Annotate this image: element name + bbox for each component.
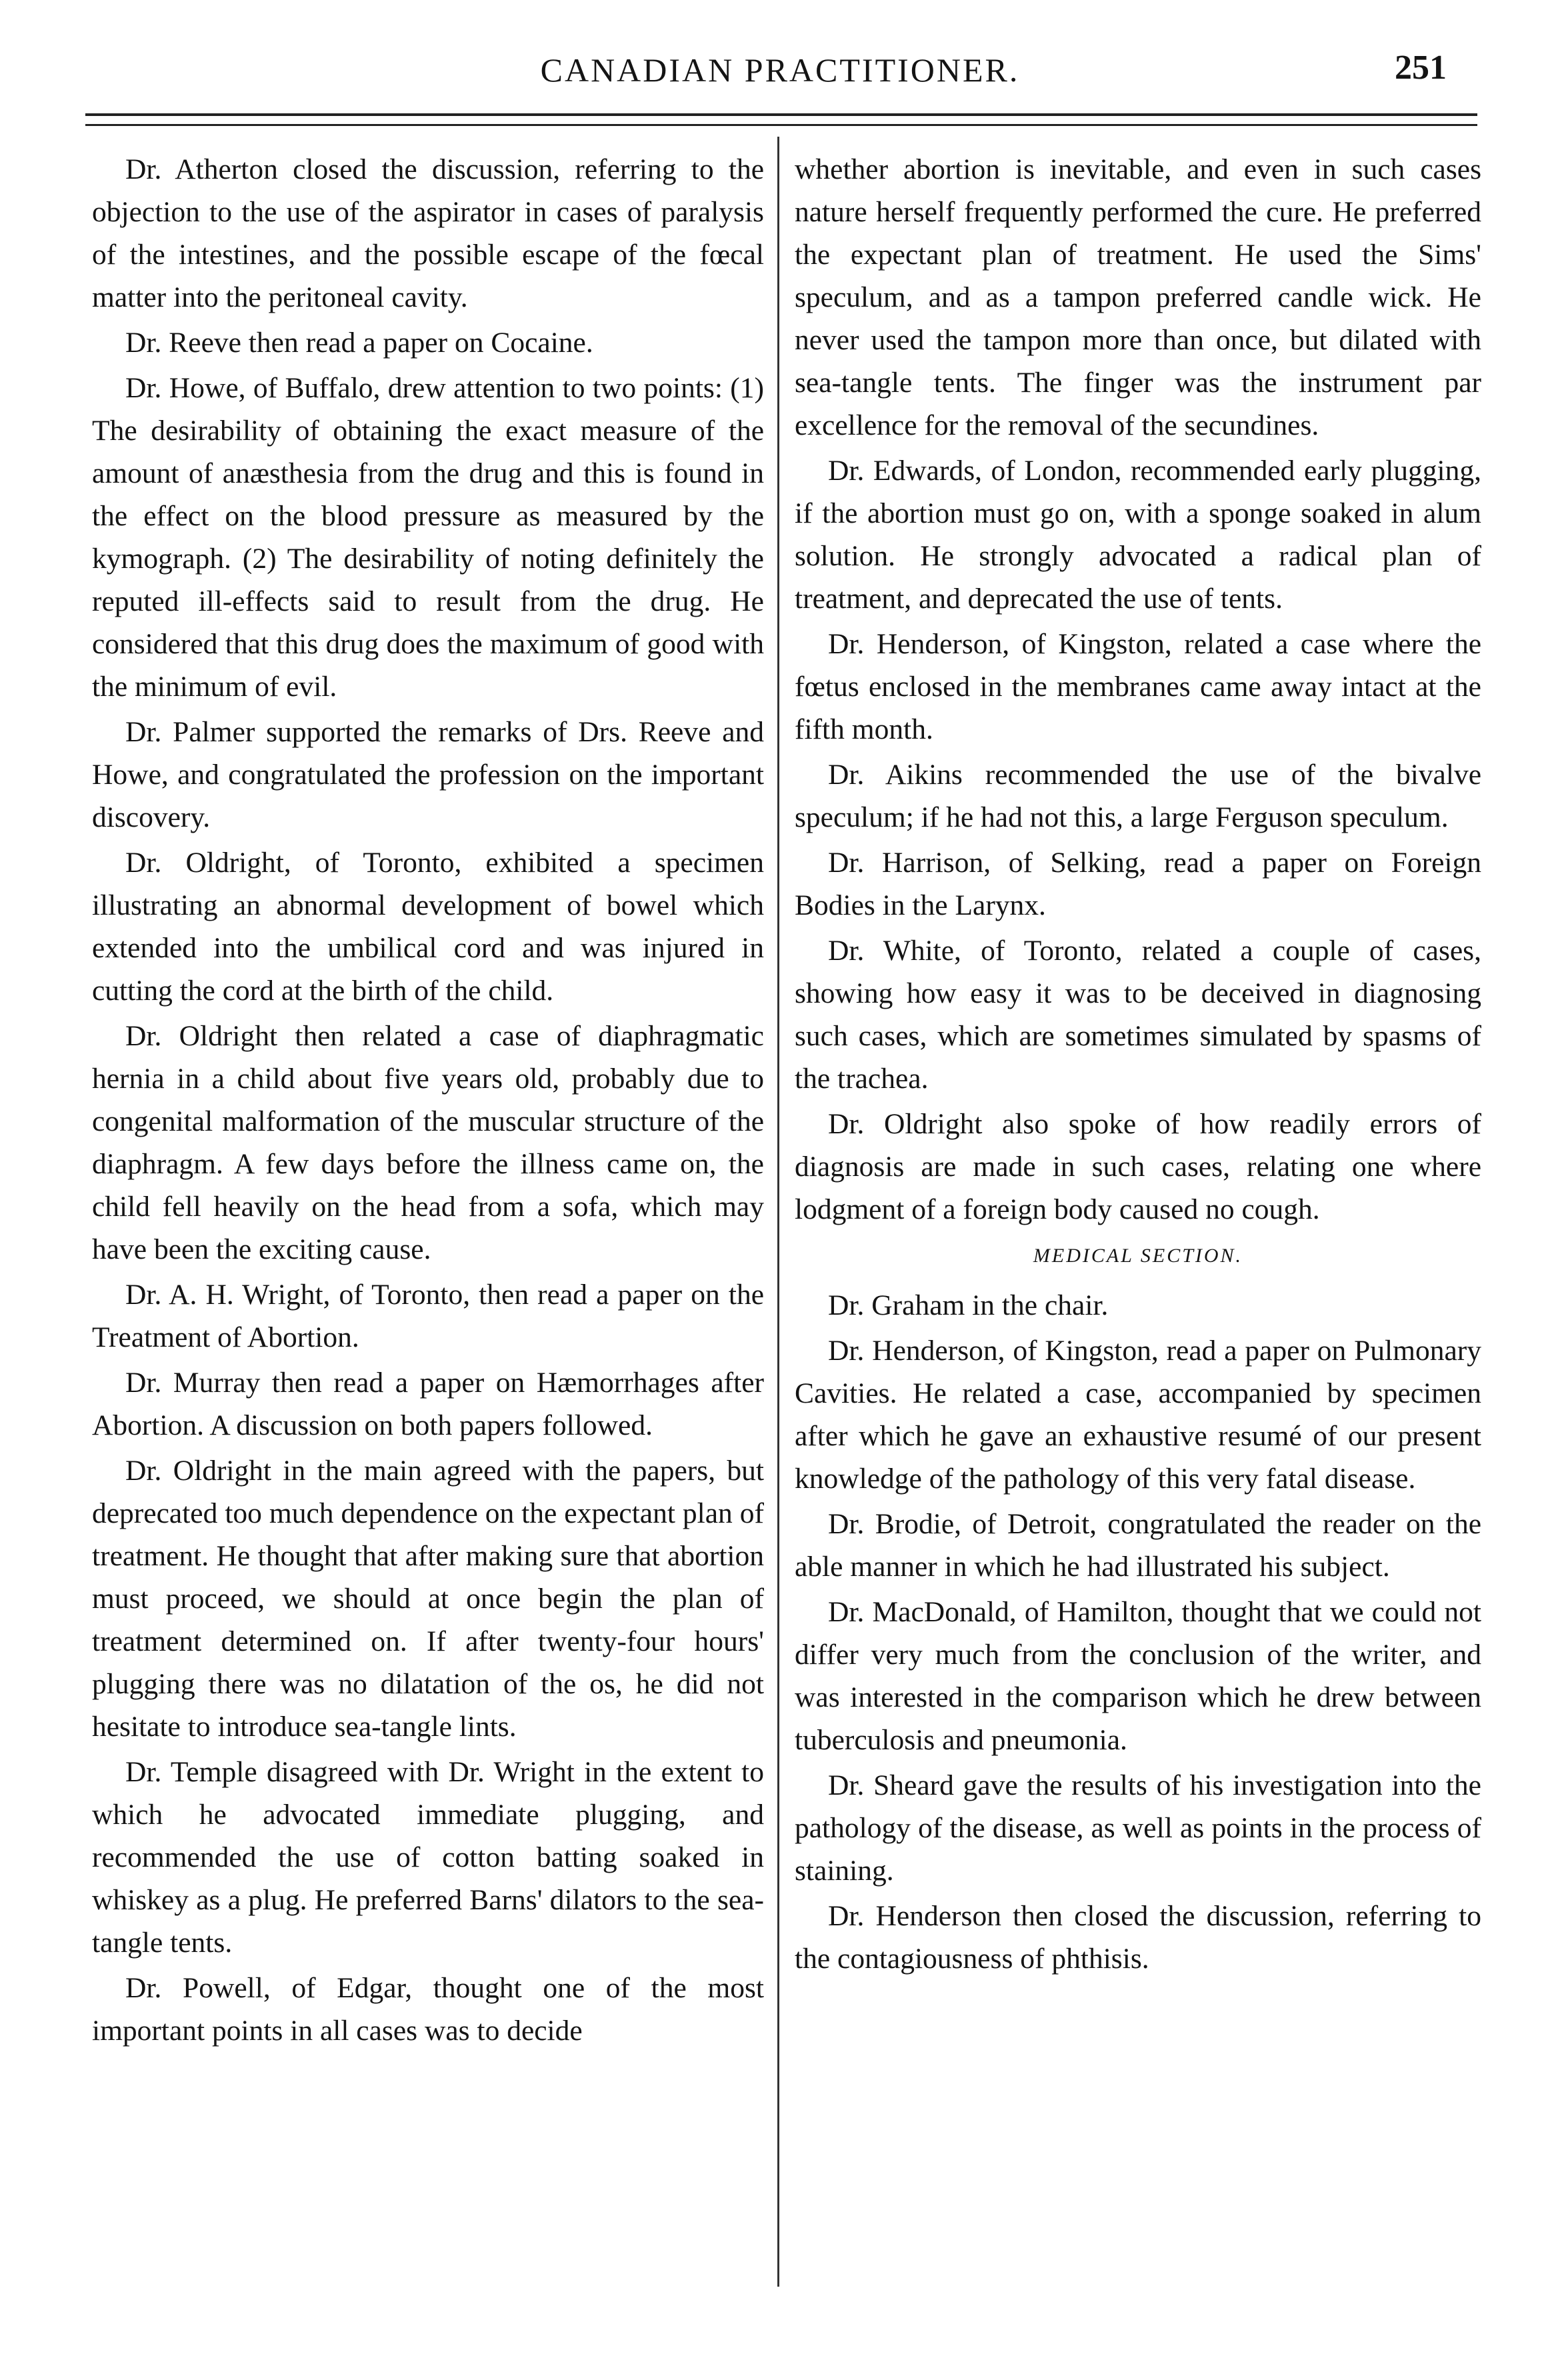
column-divider bbox=[777, 137, 779, 2287]
paragraph: Dr. Palmer supported the remarks of Drs. Reeve and Howe, and congratulated the profession on the important discovery. bbox=[92, 716, 764, 833]
running-head bbox=[87, 45, 1473, 99]
paragraph: Dr. MacDonald, of Hamilton, thought that we could not differ very much from the conclusion of the writer, and was interested in the comparison which he drew between tuberculosis and pneumonia. bbox=[795, 1596, 1481, 1756]
paragraph: Dr. Powell, of Edgar, thought one of the most important points in all cases was to decide bbox=[92, 1972, 764, 2047]
page-number: 251 bbox=[1395, 49, 1447, 87]
paragraph: Dr. Oldright then related a case of diaphragmatic hernia in a child about five years old, probably due to congenital malformation of the muscular structure of the diaphragm. A few days before the illness came on, the child fell heavily on the head from a sofa, which may have been the exciting cause. bbox=[92, 1020, 764, 1265]
paragraph: Dr. Oldright also spoke of how readily errors of diagnosis are made in such cases, relating one where lodgment of a foreign body caused no cough. bbox=[795, 1108, 1481, 1225]
journal-title: CANADIAN PRACTITIONER. bbox=[540, 51, 1020, 89]
paragraph: Dr. Henderson, of Kingston, read a paper on Pulmonary Cavities. He related a case, accompanied by specimen after which he gave an exhaustive resumé of our present knowledge of the pathology of this very fatal disease. bbox=[795, 1335, 1481, 1495]
paragraph: Dr. Henderson, of Kingston, related a case where the fœtus enclosed in the membranes came away intact at the fifth month. bbox=[795, 628, 1481, 745]
section-heading: MEDICAL SECTION. bbox=[1033, 1245, 1243, 1267]
paragraph: Dr. Atherton closed the discussion, referring to the objection to the use of the aspirator in cases of paralysis of the intestines, and the possible escape of the fœcal matter into the peritoneal cavity. bbox=[92, 153, 764, 313]
paragraph: Dr. Sheard gave the results of his investigation into the pathology of the disease, as well as points in the process of staining. bbox=[795, 1769, 1481, 1887]
paragraph: Dr. Harrison, of Selking, read a paper on Foreign Bodies in the Larynx. bbox=[795, 847, 1481, 921]
paragraph: Dr. Temple disagreed with Dr. Wright in the extent to which he advocated immediate plugging, and recommended the use of cotton batting soaked in whiskey as a plug. He preferred Barns' dilators to the sea-tangle tents. bbox=[92, 1756, 764, 1959]
paragraph: Dr. Murray then read a paper on Hæmorrhages after Abortion. A discussion on both papers followed. bbox=[92, 1367, 764, 1441]
paragraph: Dr. Brodie, of Detroit, congratulated the reader on the able manner in which he had illustrated his subject. bbox=[795, 1508, 1481, 1583]
paragraph: Dr. A. H. Wright, of Toronto, then read a paper on the Treatment of Abortion. bbox=[92, 1279, 764, 1353]
header-rule-top bbox=[85, 113, 1477, 116]
paragraph-continued: whether abortion is inevitable, and even in such cases nature herself frequently performed the cure. He preferred the expectant plan of treatment. He used the Sims' speculum, and as a tampon preferred candle wick. He never used the tampon more than once, but dilated with sea-tangle tents. The finger was the instrument par excellence for the removal of the secundines. bbox=[795, 153, 1481, 441]
paragraph: Dr. Henderson then closed the discussion, referring to the contagiousness of phthisis. bbox=[795, 1900, 1481, 1975]
paragraph: Dr. Edwards, of London, recommended early plugging, if the abortion must go on, with a sponge soaked in alum solution. He strongly advocated a radical plan of treatment, and deprecated the use of tents. bbox=[795, 455, 1481, 615]
paragraph: Dr. White, of Toronto, related a couple of cases, showing how easy it was to be deceived in diagnosing such cases, which are sometimes simulated by spasms of the trachea. bbox=[795, 935, 1481, 1095]
paragraph: Dr. Howe, of Buffalo, drew attention to two points: (1) The desirability of obtaining the exact measure of the amount of anæsthesia from the drug and this is found in the effect on the blood pressure as measured by the kymograph. (2) The desirability of noting definitely the reputed ill-effects said to result from the drug. He considered that this drug does the maximum of good with the minimum of evil. bbox=[92, 372, 764, 703]
paragraph: Dr. Oldright in the main agreed with the papers, but deprecated too much dependence on the expectant plan of treatment. He thought that after making sure that abortion must proceed, we should at once begin the plan of treatment determined on. If after twenty-four hours' plugging there was no dilatation of the os, he did not hesitate to introduce sea-tangle lints. bbox=[92, 1455, 764, 1743]
paragraph: Dr. Aikins recommended the use of the bivalve speculum; if he had not this, a large Ferguson speculum. bbox=[795, 759, 1481, 833]
left-column bbox=[92, 148, 764, 2055]
paragraph: Dr. Oldright, of Toronto, exhibited a specimen illustrating an abnormal development of bowel which extended into the umbilical cord and was injured in cutting the cord at the birth of the child. bbox=[92, 847, 764, 1007]
header-rule-bottom bbox=[85, 124, 1477, 126]
right-column bbox=[795, 148, 1481, 1983]
paragraph: Dr. Reeve then read a paper on Cocaine. bbox=[125, 327, 593, 359]
paragraph: Dr. Graham in the chair. bbox=[828, 1289, 1109, 1321]
